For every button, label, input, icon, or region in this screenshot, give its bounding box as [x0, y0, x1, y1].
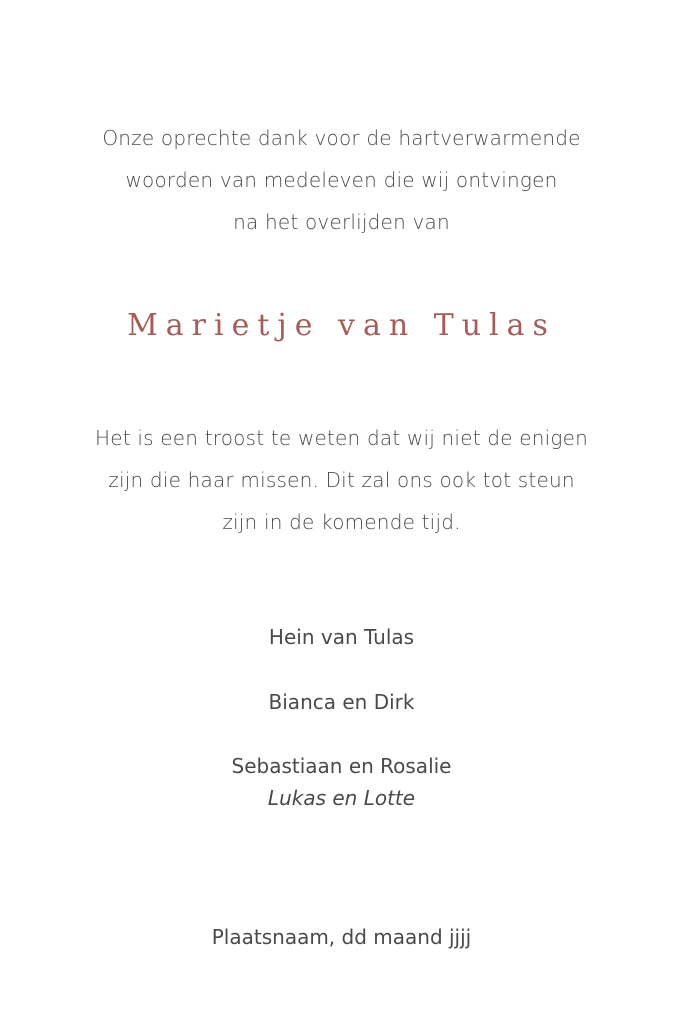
intro-text: [0, 122, 683, 248]
intro-line: na het overlijden van: [233, 210, 450, 234]
place-and-date: Plaatsnaam, dd maand jjjj: [211, 925, 472, 949]
signature-line: Bianca en Dirk: [268, 690, 415, 714]
signature-line: Hein van Tulas: [268, 625, 415, 649]
deceased-name: Marietje van Tulas: [127, 308, 556, 343]
intro-line: woorden van medeleven die wij ontvingen: [125, 168, 558, 192]
signature-line: Sebastiaan en Rosalie: [231, 754, 452, 778]
message-text: [0, 422, 683, 548]
message-line: Het is een troost te weten dat wij niet de enigen: [95, 426, 588, 450]
message-line: zijn die haar missen. Dit zal ons ook tot steun: [108, 468, 575, 492]
message-line: zijn in de komende tijd.: [222, 510, 461, 534]
signature-line-italic: Lukas en Lotte: [267, 786, 416, 810]
intro-line: Onze oprechte dank voor de hartverwarmende: [102, 126, 581, 150]
